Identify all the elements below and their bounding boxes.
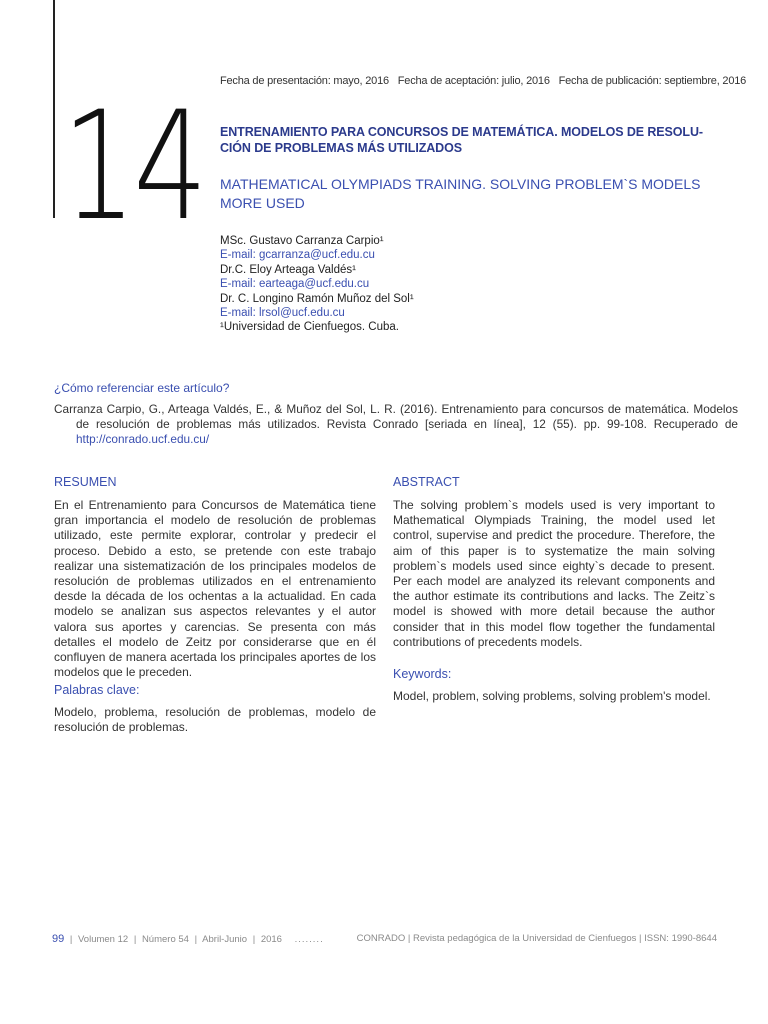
citation-body: Carranza Carpio, G., Arteaga Valdés, E., & Muñoz del Sol, L. R. (2016). Entrenamiento para concursos de matemática. Modelos de resolución de problemas más utilizados. Revista Conrado [seriada en línea], 12 (55). pp. 99-108. Recuperado de — [54, 402, 738, 431]
author-name: MSc. Gustavo Carranza Carpio¹ — [220, 235, 384, 247]
affiliation: ¹Universidad de Cienfuegos. Cuba. — [220, 321, 399, 334]
keywords-text: Model, problem, solving problems, solving problem's model. — [393, 689, 711, 703]
author-name: Dr. C. Longino Ramón Muñoz del Sol¹ — [220, 292, 414, 305]
title-spanish-line1: ENTRENAMIENTO PARA CONCURSOS DE MATEMÁTICA. MODELOS DE RESOLU- — [220, 125, 703, 139]
volume: Volumen 12 — [78, 934, 129, 945]
palabras-clave-text: Modelo, problema, resolución de problemas, modelo de resolución de problemas. — [54, 705, 376, 735]
author-name: Dr.C. Eloy Arteaga Valdés¹ — [220, 263, 356, 276]
palabras-clave-heading: Palabras clave: — [54, 683, 140, 697]
citation-text — [54, 402, 738, 447]
footer-separator: | — [194, 934, 198, 945]
title-spanish — [220, 124, 710, 156]
footer-separator: | — [252, 934, 256, 945]
page-footer — [52, 933, 717, 945]
acceptance-date: Fecha de aceptación: julio, 2016 — [397, 75, 550, 87]
author-block — [220, 234, 620, 335]
abstract-text: The solving problem`s models used is very important to Mathematical Olympiads Training, the model used let control, supervise and predict the procedure. Therefore, the aim of this paper is to systematize the main solving problem`s models used since eighty`s decade to present. Per each model are analyzed its relevant components and the author estimate its contributions and lacks. The Zeitz`s model is showed with more detail because the author consider that in this model flow together the fundamental contributions of precedents models. — [393, 498, 715, 649]
title-english-line1: MATHEMATICAL OLYMPIADS TRAINING. SOLVING PROBLEM`S MODELS — [220, 176, 701, 192]
publication-date: Fecha de publicación: septiembre, 2016 — [558, 75, 747, 87]
author-email-line — [220, 306, 620, 320]
period: Abril-Junio — [202, 934, 248, 945]
citation-heading: ¿Cómo referenciar este artículo? — [54, 381, 230, 395]
author-email[interactable]: gcarranza@ucf.edu.cu — [258, 249, 375, 262]
footer-separator: | — [69, 934, 73, 945]
email-label: E-mail: — [220, 249, 259, 262]
citation-link[interactable]: http://conrado.ucf.edu.cu/ — [76, 432, 210, 446]
title-english — [220, 175, 720, 213]
presentation-date: Fecha de presentación: mayo, 2016 — [220, 75, 389, 87]
footer-dots: ........ — [294, 934, 324, 945]
journal-info: CONRADO | Revista pedagógica de la Universidad de Cienfuegos | ISSN: 1990-8644 — [356, 933, 717, 944]
author-email-line — [220, 248, 620, 262]
title-english-line2: MORE USED — [220, 195, 305, 211]
issue-number: Número 54 — [141, 934, 189, 945]
page-number: 99 — [52, 933, 65, 945]
email-label: E-mail: — [220, 307, 259, 320]
footer-separator: | — [133, 934, 137, 945]
author-email-line — [220, 277, 620, 291]
abstract-heading: ABSTRACT — [393, 475, 460, 489]
keywords-heading: Keywords: — [393, 667, 452, 681]
email-label: E-mail: — [220, 278, 259, 291]
resumen-heading: RESUMEN — [54, 475, 117, 489]
year: 2016 — [260, 934, 282, 945]
title-spanish-line2: CIÓN DE PROBLEMAS MÁS UTILIZADOS — [220, 141, 462, 155]
resumen-text: En el Entrenamiento para Concursos de Matemática tiene gran importancia el modelo de resolución de problemas utilizado, este permite explorar, controlar y predecir el proceso. Debido a esto, se pretende con este trabajo realizar una sistematización de los principales modelos de resolución de problemas utilizados en el entrenamiento desde la década de los ochentas a la actualidad. En cada modelo se analizan sus aspectos relevantes y el autor valora sus aportes y carencias. Se presenta con más detalles el modelo de Zeitz por considerarse que en él confluyen de manera acertada los principales aportes de los modelos que le preceden. — [54, 498, 376, 680]
author-email[interactable]: lrsol@ucf.edu.cu — [258, 307, 345, 320]
author-email[interactable]: earteaga@ucf.edu.cu — [258, 278, 370, 291]
vertical-rule — [53, 0, 55, 218]
publication-dates — [220, 75, 747, 87]
article-number: 14 — [62, 80, 205, 254]
